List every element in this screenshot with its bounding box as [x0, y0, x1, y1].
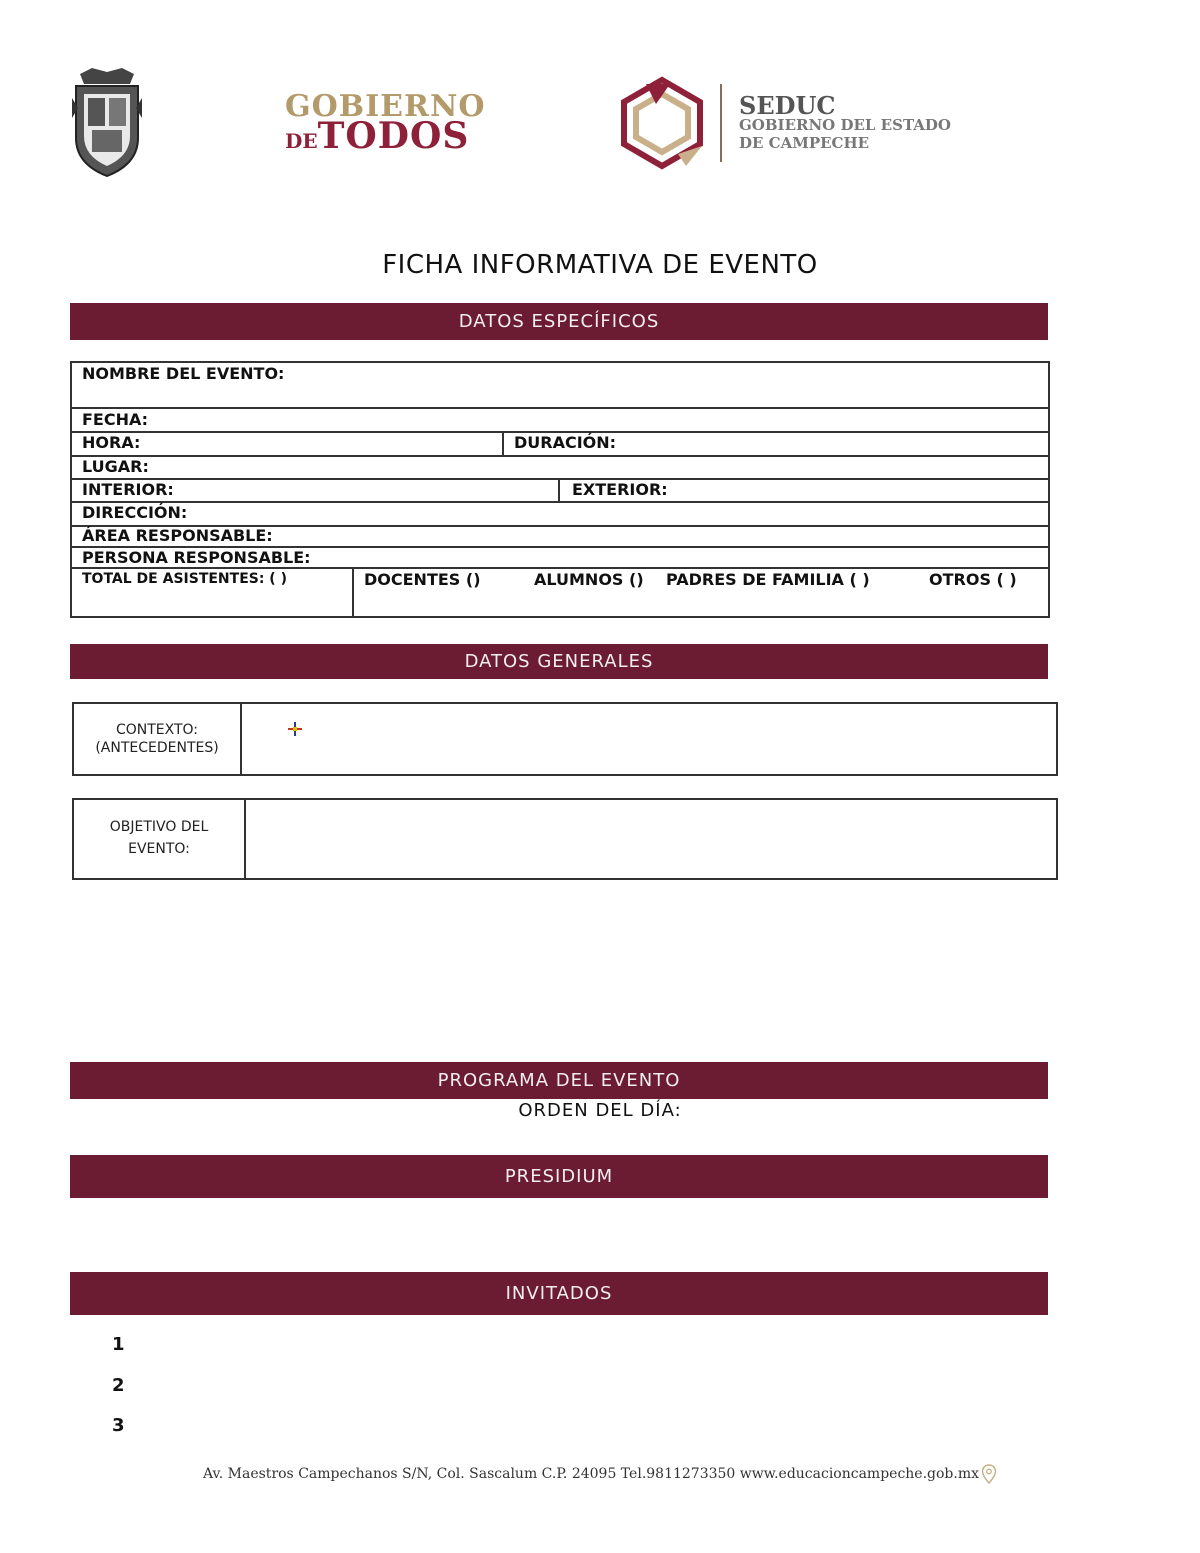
map-pin-icon: [981, 1464, 997, 1484]
invitado-number: 2: [112, 1375, 125, 1396]
seduc-name: SEDUC: [739, 91, 836, 120]
field-nombre-label: NOMBRE DEL EVENTO:: [82, 364, 285, 383]
gobierno-logo-line1: GOBIERNO: [285, 89, 486, 124]
contexto-label: [74, 720, 240, 759]
field-area-label: ÁREA RESPONSABLE:: [82, 526, 273, 545]
field-interior-label: INTERIOR:: [82, 480, 174, 499]
row-divider: [70, 478, 1050, 480]
field-fecha-label: FECHA:: [82, 410, 149, 429]
page-title: FICHA INFORMATIVA DE EVENTO: [382, 250, 818, 280]
seduc-state-line: GOBIERNO DEL ESTADO: [739, 116, 951, 134]
section-bar-presidium: PRESIDIUM: [70, 1155, 1048, 1198]
field-exterior-label: EXTERIOR:: [572, 480, 668, 499]
field-hora-label: HORA:: [82, 433, 141, 452]
seduc-campeche-line: DE CAMPECHE: [739, 134, 870, 152]
seduc-hexagon-icon: [616, 74, 708, 172]
row-divider: [70, 455, 1050, 457]
col-divider: [244, 798, 246, 880]
field-lugar-label: LUGAR:: [82, 457, 149, 476]
objetivo-label-line1: OBJETIVO DEL: [109, 819, 209, 835]
footer-address-text: Av. Maestros Campechanos S/N, Col. Sascalum C.P. 24095 Tel.9811273350 www.educacioncampeche.gob.mx: [202, 1466, 980, 1482]
field-docentes-label: DOCENTES (): [364, 570, 481, 589]
coat-of-arms-icon: [70, 68, 144, 178]
contexto-label-line1: CONTEXTO:: [115, 722, 199, 738]
gobierno-logo-line2: [285, 115, 470, 157]
objetivo-label-line2: EVENTO:: [128, 840, 190, 857]
footer-address: [0, 1464, 1200, 1484]
col-divider: [502, 431, 504, 456]
field-persona-label: PERSONA RESPONSABLE:: [82, 548, 311, 567]
gobierno-logo-todos: TODOS: [317, 115, 470, 157]
invitado-number: 1: [112, 1334, 125, 1355]
field-alumnos-label: ALUMNOS (): [534, 570, 644, 589]
invitado-number: 3: [112, 1415, 125, 1436]
gobierno-logo-de: DE: [285, 129, 318, 153]
field-duracion-label: DURACIÓN:: [514, 433, 617, 452]
section-bar-invitados: INVITADOS: [70, 1272, 1048, 1315]
contexto-label-line2: (ANTECEDENTES): [95, 739, 219, 756]
col-divider: [558, 478, 560, 502]
field-total-label: TOTAL DE ASISTENTES: ( ): [82, 571, 287, 587]
row-divider: [70, 567, 1050, 569]
field-padres-label: PADRES DE FAMILIA ( ): [666, 570, 870, 589]
row-divider: [70, 501, 1050, 503]
section-bar-especificos: DATOS ESPECÍFICOS: [70, 303, 1048, 340]
section-bar-generales: DATOS GENERALES: [70, 644, 1048, 679]
section-bar-programa: PROGRAMA DEL EVENTO: [70, 1062, 1048, 1099]
col-divider: [240, 702, 242, 776]
field-direccion-label: DIRECCIÓN:: [82, 503, 188, 522]
orden-del-dia: ORDEN DEL DÍA:: [518, 1100, 682, 1121]
row-divider: [70, 407, 1050, 409]
seduc-divider: [720, 84, 722, 162]
field-otros-label: OTROS ( ): [929, 570, 1017, 589]
col-divider: [352, 567, 354, 617]
cross-marker-icon: [287, 721, 303, 737]
objetivo-label: [74, 817, 244, 860]
